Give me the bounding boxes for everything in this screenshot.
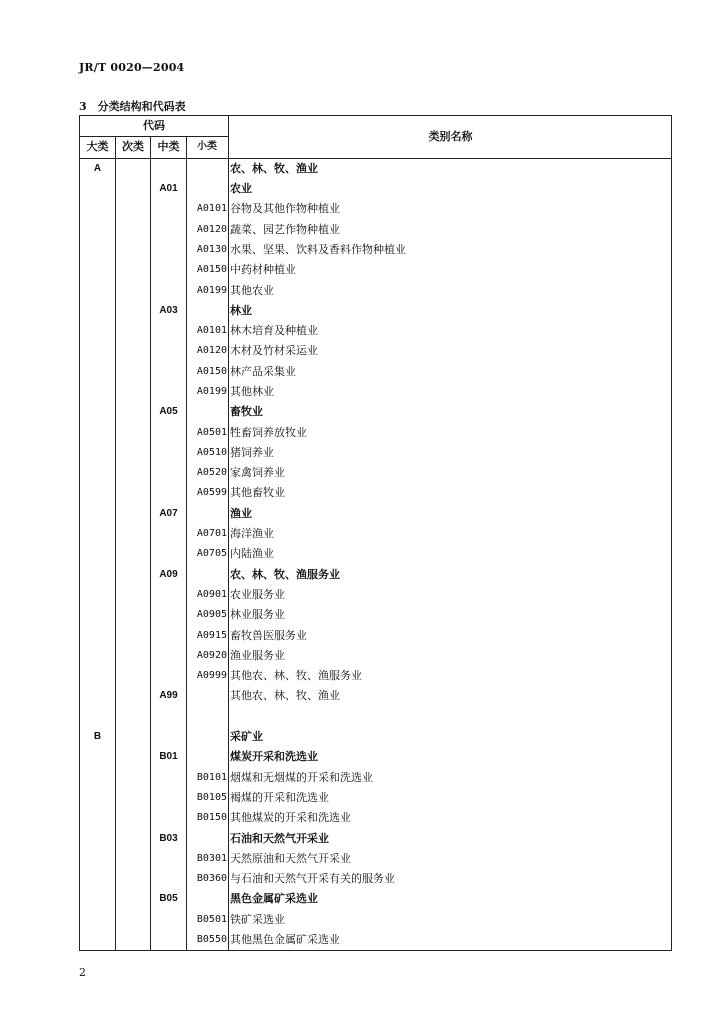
major-class-cell bbox=[80, 524, 116, 544]
category-name-cell: 水果、坚果、饮料及香料作物种植业 bbox=[229, 240, 672, 260]
major-class-cell bbox=[80, 707, 116, 727]
middle-class-cell bbox=[151, 707, 187, 727]
sub-class-cell bbox=[116, 788, 151, 808]
category-name-cell: 蔬菜、园艺作物种植业 bbox=[229, 219, 672, 239]
category-name-cell: 木材及竹材采运业 bbox=[229, 341, 672, 361]
minor-class-cell bbox=[187, 565, 229, 585]
table-row bbox=[80, 219, 672, 239]
minor-class-cell: B0360 bbox=[187, 869, 229, 889]
category-name-cell: 牲畜饲养放牧业 bbox=[229, 422, 672, 442]
middle-class-cell bbox=[151, 788, 187, 808]
middle-class-cell: B05 bbox=[151, 889, 187, 909]
sub-class-cell bbox=[116, 828, 151, 848]
middle-class-cell bbox=[151, 483, 187, 503]
minor-class-cell bbox=[187, 707, 229, 727]
sub-class-cell bbox=[116, 321, 151, 341]
category-name-cell: 畜牧兽医服务业 bbox=[229, 625, 672, 645]
category-name-header: 类别名称 bbox=[229, 116, 672, 159]
minor-class-cell: B0105 bbox=[187, 788, 229, 808]
major-class-cell bbox=[80, 321, 116, 341]
major-class-cell bbox=[80, 910, 116, 930]
minor-class-cell bbox=[187, 179, 229, 199]
table-row bbox=[80, 808, 672, 828]
major-class-cell bbox=[80, 301, 116, 321]
minor-class-cell: A0920 bbox=[187, 646, 229, 666]
major-class-cell bbox=[80, 849, 116, 869]
table-body bbox=[80, 116, 672, 951]
middle-class-cell: A99 bbox=[151, 686, 187, 706]
middle-class-cell: A01 bbox=[151, 179, 187, 199]
table-row bbox=[80, 199, 672, 219]
minor-class-cell: A0130 bbox=[187, 240, 229, 260]
middle-class-cell bbox=[151, 768, 187, 788]
major-class-cell bbox=[80, 930, 116, 951]
category-name-cell: 农业 bbox=[229, 179, 672, 199]
minor-class-cell: A0599 bbox=[187, 483, 229, 503]
middle-class-cell: A05 bbox=[151, 402, 187, 422]
sub-class-cell bbox=[116, 565, 151, 585]
category-name-cell: 谷物及其他作物种植业 bbox=[229, 199, 672, 219]
middle-class-cell bbox=[151, 422, 187, 442]
table-row bbox=[80, 707, 672, 727]
minor-class-cell: A0705 bbox=[187, 544, 229, 564]
category-name-cell: 林业 bbox=[229, 301, 672, 321]
sub-class-cell bbox=[116, 301, 151, 321]
category-name-cell: 采矿业 bbox=[229, 727, 672, 747]
category-name-cell: 农、林、牧、渔服务业 bbox=[229, 565, 672, 585]
middle-class-cell bbox=[151, 199, 187, 219]
sub-class-cell bbox=[116, 524, 151, 544]
category-name-cell: 渔业 bbox=[229, 504, 672, 524]
minor-class-cell: B0501 bbox=[187, 910, 229, 930]
sub-class-cell bbox=[116, 889, 151, 909]
table-row bbox=[80, 828, 672, 848]
table-row bbox=[80, 240, 672, 260]
sub-class-cell bbox=[116, 686, 151, 706]
sub-class-cell bbox=[116, 727, 151, 747]
minor-class-cell: A0520 bbox=[187, 463, 229, 483]
major-class-cell: A bbox=[80, 158, 116, 179]
sub-class-cell bbox=[116, 422, 151, 442]
middle-class-cell bbox=[151, 463, 187, 483]
sub-class-cell bbox=[116, 869, 151, 889]
major-class-cell bbox=[80, 544, 116, 564]
minor-class-cell: B0301 bbox=[187, 849, 229, 869]
major-class-cell bbox=[80, 869, 116, 889]
minor-class-cell: A0901 bbox=[187, 585, 229, 605]
major-class-cell bbox=[80, 199, 116, 219]
minor-class-cell: A0510 bbox=[187, 443, 229, 463]
middle-class-cell: A07 bbox=[151, 504, 187, 524]
category-name-cell bbox=[229, 707, 672, 727]
middle-class-cell bbox=[151, 930, 187, 951]
middle-class-cell: A03 bbox=[151, 301, 187, 321]
category-name-cell: 林木培育及种植业 bbox=[229, 321, 672, 341]
category-name-cell: 烟煤和无烟煤的开采和洗选业 bbox=[229, 768, 672, 788]
table-row bbox=[80, 686, 672, 706]
table-row bbox=[80, 849, 672, 869]
middle-class-cell bbox=[151, 544, 187, 564]
table-row bbox=[80, 889, 672, 909]
table-row bbox=[80, 179, 672, 199]
category-name-cell: 其他黑色金属矿采选业 bbox=[229, 930, 672, 951]
middle-class-cell bbox=[151, 321, 187, 341]
sub-class-cell bbox=[116, 625, 151, 645]
category-name-cell: 其他农业 bbox=[229, 280, 672, 300]
middle-class-cell: B01 bbox=[151, 747, 187, 767]
sub-class-cell bbox=[116, 585, 151, 605]
category-name-cell: 农、林、牧、渔业 bbox=[229, 158, 672, 179]
table-row bbox=[80, 585, 672, 605]
minor-class-cell: A0915 bbox=[187, 625, 229, 645]
table-row bbox=[80, 402, 672, 422]
minor-class-cell: A0199 bbox=[187, 382, 229, 402]
major-class-cell bbox=[80, 605, 116, 625]
code-group-header: 代码 bbox=[80, 116, 229, 137]
middle-class-cell bbox=[151, 910, 187, 930]
middle-class-cell bbox=[151, 625, 187, 645]
sub-class-cell bbox=[116, 382, 151, 402]
category-name-cell: 家禽饲养业 bbox=[229, 463, 672, 483]
category-name-cell: 其他农、林、牧、渔服务业 bbox=[229, 666, 672, 686]
major-class-cell: B bbox=[80, 727, 116, 747]
major-class-cell bbox=[80, 179, 116, 199]
major-class-cell bbox=[80, 362, 116, 382]
sub-class-cell bbox=[116, 646, 151, 666]
table-row bbox=[80, 524, 672, 544]
category-name-cell: 褐煤的开采和洗选业 bbox=[229, 788, 672, 808]
sub-class-cell bbox=[116, 362, 151, 382]
category-name-cell: 其他农、林、牧、渔业 bbox=[229, 686, 672, 706]
minor-class-cell: B0150 bbox=[187, 808, 229, 828]
minor-class-cell: A0701 bbox=[187, 524, 229, 544]
table-row bbox=[80, 910, 672, 930]
middle-class-cell bbox=[151, 240, 187, 260]
major-class-cell bbox=[80, 280, 116, 300]
standard-code: JR/T 0020—2004 bbox=[79, 61, 185, 74]
sub-class-cell bbox=[116, 808, 151, 828]
middle-class-cell bbox=[151, 524, 187, 544]
category-name-cell: 与石油和天然气开采有关的服务业 bbox=[229, 869, 672, 889]
sub-class-cell bbox=[116, 199, 151, 219]
minor-class-cell bbox=[187, 727, 229, 747]
table-row bbox=[80, 158, 672, 179]
category-name-cell: 其他畜牧业 bbox=[229, 483, 672, 503]
table-row bbox=[80, 504, 672, 524]
table-row bbox=[80, 280, 672, 300]
middle-class-header: 中类 bbox=[151, 137, 187, 158]
sub-class-cell bbox=[116, 849, 151, 869]
middle-class-cell bbox=[151, 605, 187, 625]
major-class-cell bbox=[80, 382, 116, 402]
minor-class-cell: B0101 bbox=[187, 768, 229, 788]
table-row bbox=[80, 301, 672, 321]
table-row bbox=[80, 666, 672, 686]
table-row bbox=[80, 727, 672, 747]
minor-class-cell: A0999 bbox=[187, 666, 229, 686]
sub-class-cell bbox=[116, 747, 151, 767]
category-name-cell: 林业服务业 bbox=[229, 605, 672, 625]
middle-class-cell bbox=[151, 158, 187, 179]
sub-class-cell bbox=[116, 240, 151, 260]
middle-class-cell bbox=[151, 666, 187, 686]
middle-class-cell bbox=[151, 382, 187, 402]
major-class-cell bbox=[80, 828, 116, 848]
major-class-cell bbox=[80, 565, 116, 585]
minor-class-cell: A0501 bbox=[187, 422, 229, 442]
middle-class-cell bbox=[151, 260, 187, 280]
table-header-row-1 bbox=[80, 116, 672, 137]
major-class-cell bbox=[80, 889, 116, 909]
table-row bbox=[80, 443, 672, 463]
minor-class-cell bbox=[187, 504, 229, 524]
table-row bbox=[80, 260, 672, 280]
sub-class-cell bbox=[116, 544, 151, 564]
table-row bbox=[80, 747, 672, 767]
sub-class-cell bbox=[116, 910, 151, 930]
minor-class-cell bbox=[187, 301, 229, 321]
table-row bbox=[80, 463, 672, 483]
middle-class-cell bbox=[151, 849, 187, 869]
category-name-cell: 黑色金属矿采选业 bbox=[229, 889, 672, 909]
category-name-cell: 铁矿采选业 bbox=[229, 910, 672, 930]
middle-class-cell bbox=[151, 341, 187, 361]
major-class-cell bbox=[80, 585, 116, 605]
section-title: 3 分类结构和代码表 bbox=[79, 100, 186, 113]
category-name-cell: 猪饲养业 bbox=[229, 443, 672, 463]
table-row bbox=[80, 788, 672, 808]
minor-class-cell: A0101 bbox=[187, 199, 229, 219]
sub-class-cell bbox=[116, 443, 151, 463]
sub-class-cell bbox=[116, 341, 151, 361]
category-name-cell: 林产品采集业 bbox=[229, 362, 672, 382]
major-class-cell bbox=[80, 646, 116, 666]
table-row bbox=[80, 605, 672, 625]
table-row bbox=[80, 321, 672, 341]
minor-class-header: 小类 bbox=[187, 137, 229, 158]
middle-class-cell bbox=[151, 362, 187, 382]
middle-class-cell: B03 bbox=[151, 828, 187, 848]
table-row bbox=[80, 341, 672, 361]
middle-class-cell bbox=[151, 869, 187, 889]
sub-class-header: 次类 bbox=[116, 137, 151, 158]
minor-class-cell bbox=[187, 828, 229, 848]
category-name-cell: 天然原油和天然气开采业 bbox=[229, 849, 672, 869]
minor-class-cell: B0550 bbox=[187, 930, 229, 951]
major-class-cell bbox=[80, 341, 116, 361]
category-name-cell: 内陆渔业 bbox=[229, 544, 672, 564]
minor-class-cell: A0905 bbox=[187, 605, 229, 625]
category-name-cell: 石油和天然气开采业 bbox=[229, 828, 672, 848]
major-class-cell bbox=[80, 768, 116, 788]
sub-class-cell bbox=[116, 280, 151, 300]
sub-class-cell bbox=[116, 930, 151, 951]
minor-class-cell bbox=[187, 158, 229, 179]
major-class-cell bbox=[80, 625, 116, 645]
minor-class-cell bbox=[187, 747, 229, 767]
minor-class-cell: A0101 bbox=[187, 321, 229, 341]
table-row bbox=[80, 382, 672, 402]
table-row bbox=[80, 869, 672, 889]
sub-class-cell bbox=[116, 483, 151, 503]
middle-class-cell bbox=[151, 443, 187, 463]
category-name-cell: 煤炭开采和洗选业 bbox=[229, 747, 672, 767]
minor-class-cell: A0199 bbox=[187, 280, 229, 300]
minor-class-cell: A0120 bbox=[187, 219, 229, 239]
sub-class-cell bbox=[116, 605, 151, 625]
major-class-cell bbox=[80, 788, 116, 808]
category-name-cell: 渔业服务业 bbox=[229, 646, 672, 666]
category-name-cell: 农业服务业 bbox=[229, 585, 672, 605]
minor-class-cell: A0150 bbox=[187, 260, 229, 280]
category-name-cell: 畜牧业 bbox=[229, 402, 672, 422]
category-name-cell: 海洋渔业 bbox=[229, 524, 672, 544]
major-class-cell bbox=[80, 504, 116, 524]
table-row bbox=[80, 422, 672, 442]
major-class-cell bbox=[80, 686, 116, 706]
middle-class-cell bbox=[151, 280, 187, 300]
major-class-cell bbox=[80, 402, 116, 422]
minor-class-cell: A0150 bbox=[187, 362, 229, 382]
major-class-cell bbox=[80, 808, 116, 828]
major-class-cell bbox=[80, 747, 116, 767]
table-row bbox=[80, 930, 672, 951]
table-row bbox=[80, 625, 672, 645]
major-class-cell bbox=[80, 463, 116, 483]
category-name-cell: 其他林业 bbox=[229, 382, 672, 402]
major-class-cell bbox=[80, 219, 116, 239]
minor-class-cell bbox=[187, 402, 229, 422]
table-row bbox=[80, 362, 672, 382]
minor-class-cell bbox=[187, 889, 229, 909]
page-number: 2 bbox=[79, 966, 86, 979]
major-class-cell bbox=[80, 240, 116, 260]
major-class-cell bbox=[80, 422, 116, 442]
sub-class-cell bbox=[116, 402, 151, 422]
category-name-cell: 中药材种植业 bbox=[229, 260, 672, 280]
major-class-header: 大类 bbox=[80, 137, 116, 158]
minor-class-cell bbox=[187, 686, 229, 706]
category-name-cell: 其他煤炭的开采和洗选业 bbox=[229, 808, 672, 828]
middle-class-cell bbox=[151, 646, 187, 666]
major-class-cell bbox=[80, 483, 116, 503]
middle-class-cell bbox=[151, 219, 187, 239]
major-class-cell bbox=[80, 260, 116, 280]
middle-class-cell bbox=[151, 808, 187, 828]
sub-class-cell bbox=[116, 666, 151, 686]
middle-class-cell bbox=[151, 585, 187, 605]
sub-class-cell bbox=[116, 707, 151, 727]
middle-class-cell: A09 bbox=[151, 565, 187, 585]
classification-code-table bbox=[79, 115, 672, 951]
table-row bbox=[80, 565, 672, 585]
minor-class-cell: A0120 bbox=[187, 341, 229, 361]
major-class-cell bbox=[80, 443, 116, 463]
sub-class-cell bbox=[116, 463, 151, 483]
sub-class-cell bbox=[116, 179, 151, 199]
table-row bbox=[80, 768, 672, 788]
table-row bbox=[80, 544, 672, 564]
sub-class-cell bbox=[116, 158, 151, 179]
sub-class-cell bbox=[116, 768, 151, 788]
sub-class-cell bbox=[116, 260, 151, 280]
table-row bbox=[80, 646, 672, 666]
sub-class-cell bbox=[116, 504, 151, 524]
middle-class-cell bbox=[151, 727, 187, 747]
table-row bbox=[80, 483, 672, 503]
sub-class-cell bbox=[116, 219, 151, 239]
major-class-cell bbox=[80, 666, 116, 686]
